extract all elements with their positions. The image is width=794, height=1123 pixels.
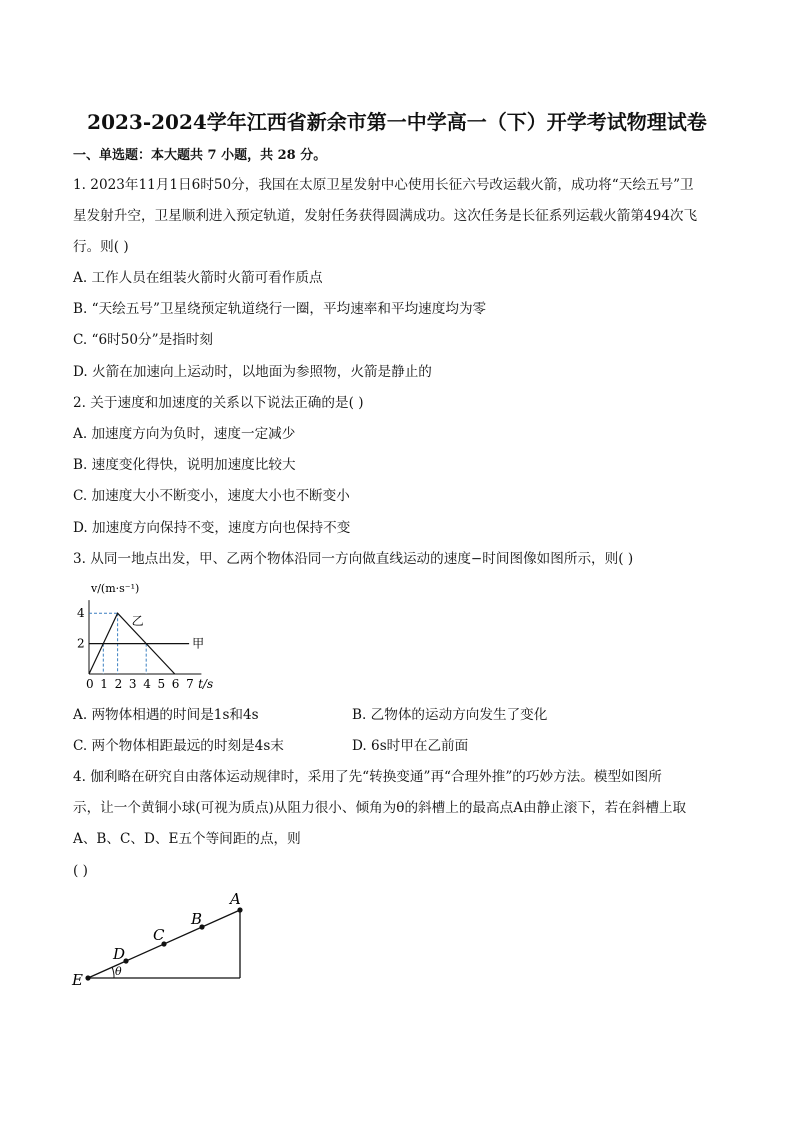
series-label: 乙 bbox=[131, 614, 144, 629]
q2-stem: 2. 关于速度和加速度的关系以下说法正确的是( ) bbox=[73, 395, 364, 411]
y-tick-label: 4 bbox=[77, 606, 85, 621]
q1-stem-line2: 星发射升空，卫星顺利进入预定轨道，发射任务获得圆满成功。这次任务是长征系列运载火箭第494次飞 bbox=[73, 208, 698, 224]
label-e: E bbox=[72, 971, 83, 989]
q2-option-b: B. 速度变化得快，说明加速度比较大 bbox=[73, 457, 296, 473]
x-tick-label: 2 bbox=[114, 677, 123, 691]
q1-option-c: C. “6时50分”是指时刻 bbox=[73, 332, 213, 348]
label-a: A bbox=[230, 890, 241, 908]
label-theta: θ bbox=[115, 965, 122, 978]
q3-option-a: A. 两物体相遇的时间是1s和4s bbox=[73, 707, 259, 723]
velocity-time-chart bbox=[75, 582, 225, 694]
label-c: C bbox=[153, 926, 165, 944]
q3-option-b: B. 乙物体的运动方向发生了变化 bbox=[352, 707, 548, 723]
point-a bbox=[237, 907, 242, 912]
q2-option-d: D. 加速度方向保持不变，速度方向也保持不变 bbox=[73, 520, 351, 536]
x-tick-label: 6 bbox=[171, 677, 180, 691]
q4-stem-line1: 4. 伽利略在研究自由落体运动规律时，采用了先“转换变通”再“合理外推”的巧妙方法。模型如图所 bbox=[73, 769, 662, 785]
incline-diagram bbox=[70, 888, 250, 990]
x-tick-label: 0 bbox=[86, 677, 94, 691]
q4-stem-line4: ( ) bbox=[73, 863, 88, 879]
label-b: B bbox=[191, 910, 203, 928]
q2-option-a: A. 加速度方向为负时，速度一定减少 bbox=[73, 426, 296, 442]
section-header: 一、单选题：本大题共 7 小题，共 28 分。 bbox=[73, 148, 327, 163]
point-e bbox=[85, 975, 90, 980]
angle-arc bbox=[112, 967, 114, 978]
x-tick-label: 1 bbox=[100, 677, 108, 691]
q1-option-d: D. 火箭在加速向上运动时，以地面为参照物，火箭是静止的 bbox=[73, 364, 432, 380]
x-axis-label: t/s bbox=[198, 677, 214, 691]
x-tick-label: 3 bbox=[128, 677, 137, 691]
q1-option-a: A. 工作人员在组装火箭时火箭可看作质点 bbox=[73, 270, 323, 286]
x-tick-label: 4 bbox=[143, 677, 151, 691]
x-tick-label: 7 bbox=[186, 677, 194, 691]
q3-option-c: C. 两个物体相距最远的时刻是4s末 bbox=[73, 738, 284, 754]
y-tick-label: 2 bbox=[77, 636, 85, 651]
y-axis-label: v/(m·s⁻¹) bbox=[91, 582, 140, 595]
q1-stem-line1: 1. 2023年11月1日6时50分，我国在太原卫星发射中心使用长征六号改运载火箭，成功将“天绘五号”卫 bbox=[73, 177, 694, 193]
q3-option-d: D. 6s时甲在乙前面 bbox=[352, 738, 469, 754]
q2-option-c: C. 加速度大小不断变小，速度大小也不断变小 bbox=[73, 488, 350, 504]
q4-stem-line3: A、B、C、D、E五个等间距的点，则 bbox=[73, 831, 301, 847]
q1-stem-line3: 行。则( ) bbox=[73, 239, 129, 255]
series-label: 甲 bbox=[192, 636, 205, 651]
page-title: 2023-2024学年江西省新余市第一中学高一（下）开学考试物理试卷 bbox=[87, 110, 707, 134]
q1-option-b: B. “天绘五号”卫星绕预定轨道绕行一圈，平均速率和平均速度均为零 bbox=[73, 301, 487, 317]
label-d: D bbox=[113, 945, 126, 963]
q3-stem: 3. 从同一地点出发，甲、乙两个物体沿同一方向做直线运动的速度−时间图像如图所示，则( ) bbox=[73, 551, 634, 567]
q4-stem-line2: 示，让一个黄铜小球(可视为质点)从阻力很小、倾角为θ的斜槽上的最高点A由静止滚下，若在斜槽上取 bbox=[73, 800, 687, 816]
x-tick-label: 5 bbox=[157, 677, 166, 691]
